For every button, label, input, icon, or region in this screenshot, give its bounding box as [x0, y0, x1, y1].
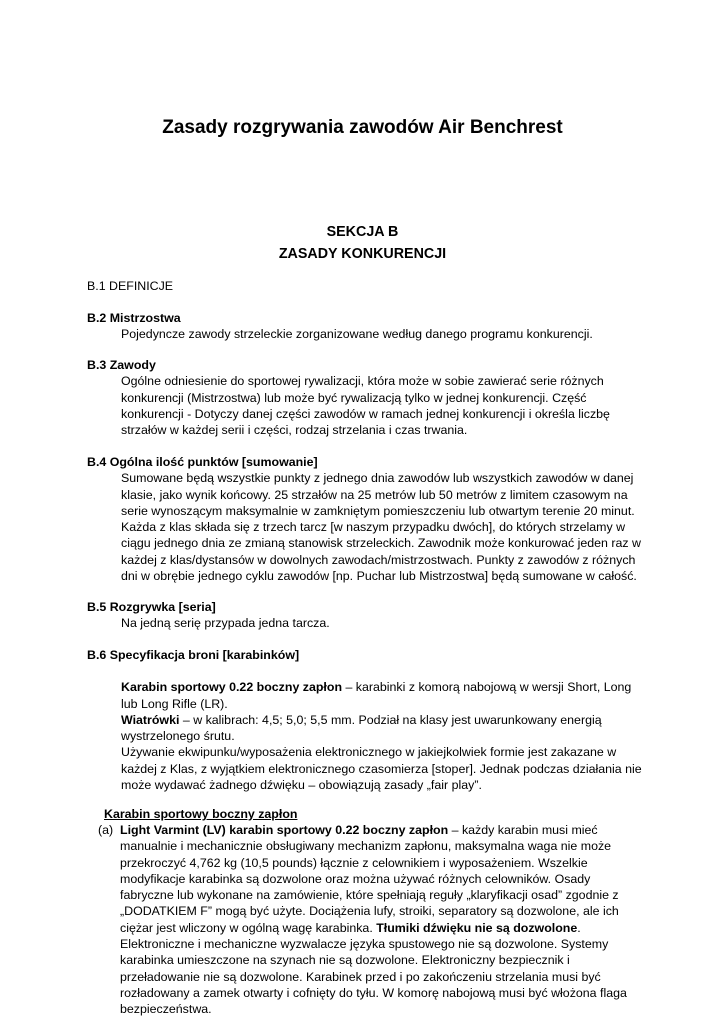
rimfire-item-a	[98, 822, 647, 1018]
b6-electronics-paragraph: Używanie ekwipunku/wyposażenia elektronicznego w jakiejkolwiek formie jest zakazane w każdej z Klas, z wyjątkiem elektronicznego czasomierza [stoper]. Jednak podczas działania nie może wydawać żadnego dźwięku – obowiązują zasady „fair play”.	[121, 745, 642, 793]
b6-rimfire-label: Karabin sportowy 0.22 boczny zapłon	[121, 680, 343, 695]
section-b6	[87, 647, 647, 793]
section-b5	[87, 599, 647, 632]
item-body	[120, 822, 647, 1018]
item-suppressor-rule: Tłumiki dźwięku nie są dozwolone	[376, 920, 578, 935]
b5-heading: B.5 Rozgrywka [seria]	[87, 600, 216, 614]
b2-text: Pojedyncze zawody strzeleckie zorganizowane według danego programu konkurencji.	[121, 327, 593, 342]
item-marker: (a)	[98, 823, 114, 837]
b6-airgun-text: – w kalibrach: 4,5; 5,0; 5,5 mm. Podział na klasy jest uwarunkowany energią wystrzelonego śrutu.	[121, 712, 602, 744]
b6-airgun-paragraph	[121, 712, 647, 745]
section-b1	[87, 278, 647, 294]
section-label: SEKCJA B	[326, 224, 399, 240]
b6-rimfire-paragraph	[121, 679, 647, 712]
section-b3	[87, 357, 647, 438]
rimfire-heading: Karabin sportowy boczny zapłon	[104, 807, 298, 821]
b6-heading: B.6 Specyfikacja broni [karabinków]	[87, 648, 300, 662]
b3-text: Ogólne odniesienie do sportowej rywalizacji, która może w sobie zawierać serie różnych konkurencji (Mistrzostwa) lub może być rywalizacją tylko w jednej konkurencji. Część konkurencji - Dotyczy danej części zawodów w ramach jednej konkurencji i określa liczbę strzałów w każdej serii i części, rodzaj strzelania i czas trwania.	[121, 374, 610, 438]
item-title: Light Varmint (LV) karabin sportowy 0.22 boczny zapłon	[120, 823, 449, 837]
b6-rimfire-text: – karabinki z komorą nabojową w wersji Short, Long lub Long Rifle (LR).	[121, 680, 632, 711]
b2-heading: B.2 Mistrzostwa	[87, 311, 181, 325]
document-title: Zasady rozgrywania zawodów Air Benchrest	[162, 117, 563, 138]
item-text-part1: – każdy karabin musi mieć manualnie i mechanicznie obsługiwany mechanizm zapłonu, maksymalna waga nie może przekroczyć 4,762 kg (10,5 pounds) łącznie z celownikiem i wyposażeniem. Wszelkie modyfikacje karabinka są dozwolone oraz można używać różnych celowników. Osady fabryczne lub wykonane na zamówienie, które spełniają reguły „klaryfikacji osad” zgodnie z „DODATKIEM F” mogą być użyte. Dociążenia lufy, stroiki, separatory są dozwolone, ale ich ciężar jest wliczony w ogólną wagę karabinka.	[120, 823, 619, 935]
b4-text: Sumowane będą wszystkie punkty z jednego dnia zawodów lub wszystkich zawodów w danej klasie, jako wynik końcowy. 25 strzałów na 25 metrów lub 50 metrów z limitem czasowym na serie wynoszącym maksymalnie w zamkniętym pomieszczeniu lub otwartym terenie 20 minut. Każda z klas składa się z trzech tarcz [w naszym przypadku dwóch], do których strzelamy w ciągu jednego dnia ze zmianą stanowisk strzeleckich. Zawodnik może konkurować jeden raz w każdej z klas/dystansów w dowolnych zawodach/mistrzostwach. Punkty z zawodów z różnych dni w obrębie jednego cyklu zawodów [np. Puchar lub Mistrzostwa] będą sumowane w całość.	[121, 471, 641, 584]
b1-heading: B.1 DEFINICJE	[87, 279, 174, 293]
section-b4	[87, 454, 647, 584]
section-title: ZASADY KONKURENCJI	[278, 246, 447, 262]
item-text-part2: . Elektroniczne i mechaniczne wyzwalacze języka spustowego nie są dozwolone. Systemy karabinka umieszczone na szynach nie są dozwolone. Elektroniczny bezpiecznik i przeładowanie nie są dozwolone. Karabinek przed i po zakończeniu strzelania musi być rozładowany a zamek otwarty i cofnięty do tyłu. W komorę nabojową musi być włożona flaga bezpieczeństwa.	[120, 920, 627, 1017]
b4-heading: B.4 Ogólna ilość punktów [sumowanie]	[87, 455, 318, 469]
b6-airgun-label: Wiatrówki	[121, 712, 180, 727]
b3-heading: B.3 Zawody	[87, 358, 156, 372]
section-b2	[87, 310, 647, 343]
b5-text: Na jedną serię przypada jedna tarcza.	[121, 616, 330, 631]
